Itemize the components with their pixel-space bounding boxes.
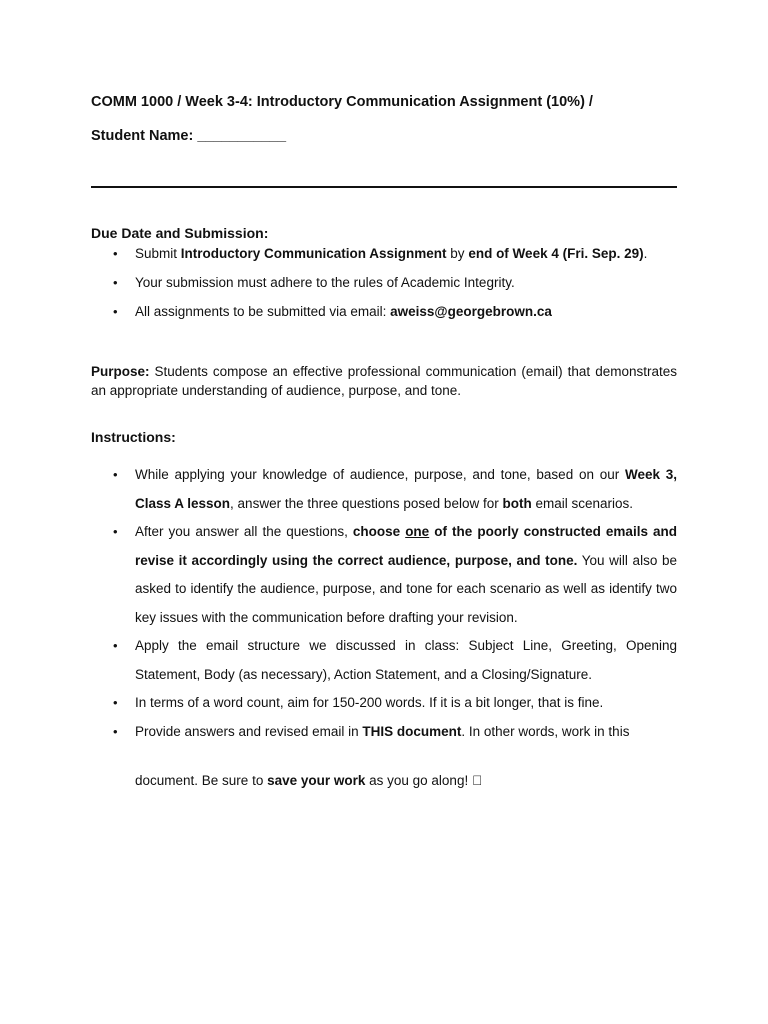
emphasis-text: THIS document bbox=[362, 723, 462, 739]
emphasis-text: save your work bbox=[267, 773, 366, 788]
emphasis-text: choose bbox=[352, 524, 406, 539]
bullet-icon: • bbox=[113, 524, 118, 539]
text-run: by bbox=[446, 246, 469, 261]
purpose-paragraph bbox=[91, 362, 677, 400]
text-run: . In other words, work in this bbox=[461, 723, 630, 739]
purpose-label: Purpose: bbox=[91, 364, 150, 379]
continuation-line bbox=[135, 767, 677, 796]
text-run: While applying your knowledge of audience, purpose, and tone, based on our bbox=[135, 467, 625, 482]
horizontal-rule bbox=[91, 186, 677, 188]
instructions-heading: Instructions: bbox=[91, 429, 176, 445]
text-run: email scenarios. bbox=[531, 495, 634, 511]
text-run: Your submission must adhere to the rules of Academic Integrity. bbox=[135, 275, 515, 290]
lesson-reference: Week 3, Class A lesson bbox=[135, 467, 677, 511]
bullet-icon: • bbox=[113, 246, 118, 261]
text-run: After you answer all the questions, bbox=[135, 524, 353, 539]
emphasis-text: both bbox=[502, 495, 532, 511]
list-item bbox=[91, 689, 677, 718]
submission-email: aweiss@georgebrown.ca bbox=[390, 304, 552, 319]
list-item bbox=[91, 303, 677, 332]
text-run: You will also be asked to identify the audience, purpose, and tone for each scenario as well as identify two key issues with the communication before drafting your revision. bbox=[135, 552, 677, 625]
list-item bbox=[91, 632, 677, 689]
due-date: end of Week 4 (Fri. Sep. 29) bbox=[468, 246, 644, 261]
instructions-list bbox=[91, 461, 677, 796]
list-item bbox=[91, 461, 677, 518]
assignment-title: COMM 1000 / Week 3-4: Introductory Communication Assignment (10%) / bbox=[91, 94, 593, 110]
text-run: Provide answers and revised email in bbox=[135, 723, 363, 739]
list-item bbox=[91, 518, 677, 632]
bullet-icon: • bbox=[113, 275, 118, 290]
due-date-list bbox=[91, 245, 677, 332]
purpose-text: Students compose an effective professional communication (email) that demonstrates an appropriate understanding of audience, purpose, and tone. bbox=[91, 364, 677, 398]
student-name-line: Student Name: ___________ bbox=[91, 128, 287, 144]
text-run: . bbox=[643, 246, 648, 261]
emphasis-text: of the poorly constructed emails and revise it accordingly using the correct audience, purpose, and tone. bbox=[135, 524, 677, 568]
text-run: Apply the email structure we discussed in class: Subject Line, Greeting, Opening Statement, Body (as necessary), Action Statement, and a Closing/Signature. bbox=[135, 638, 677, 682]
bullet-icon: • bbox=[113, 723, 118, 739]
assignment-name: Introductory Communication Assignment bbox=[180, 246, 447, 261]
text-run: In terms of a word count, aim for 150-200 words. If it is a bit longer, that is fine. bbox=[135, 695, 604, 710]
text-run: Submit bbox=[135, 246, 181, 261]
bullet-icon: • bbox=[113, 638, 118, 653]
bullet-icon: • bbox=[113, 467, 118, 482]
text-run: as you go along! bbox=[365, 773, 472, 788]
bullet-icon: • bbox=[113, 304, 118, 319]
list-item bbox=[91, 245, 677, 274]
text-run: document. Be sure to bbox=[135, 773, 268, 788]
bullet-icon: • bbox=[113, 695, 118, 710]
list-item bbox=[91, 718, 677, 796]
list-item bbox=[91, 274, 677, 303]
missing-glyph-icon bbox=[472, 773, 482, 788]
emphasis-underlined-text: one bbox=[405, 524, 430, 539]
due-date-heading: Due Date and Submission: bbox=[91, 225, 269, 241]
text-run: All assignments to be submitted via email: bbox=[135, 304, 391, 319]
text-run: , answer the three questions posed below for bbox=[230, 495, 503, 511]
